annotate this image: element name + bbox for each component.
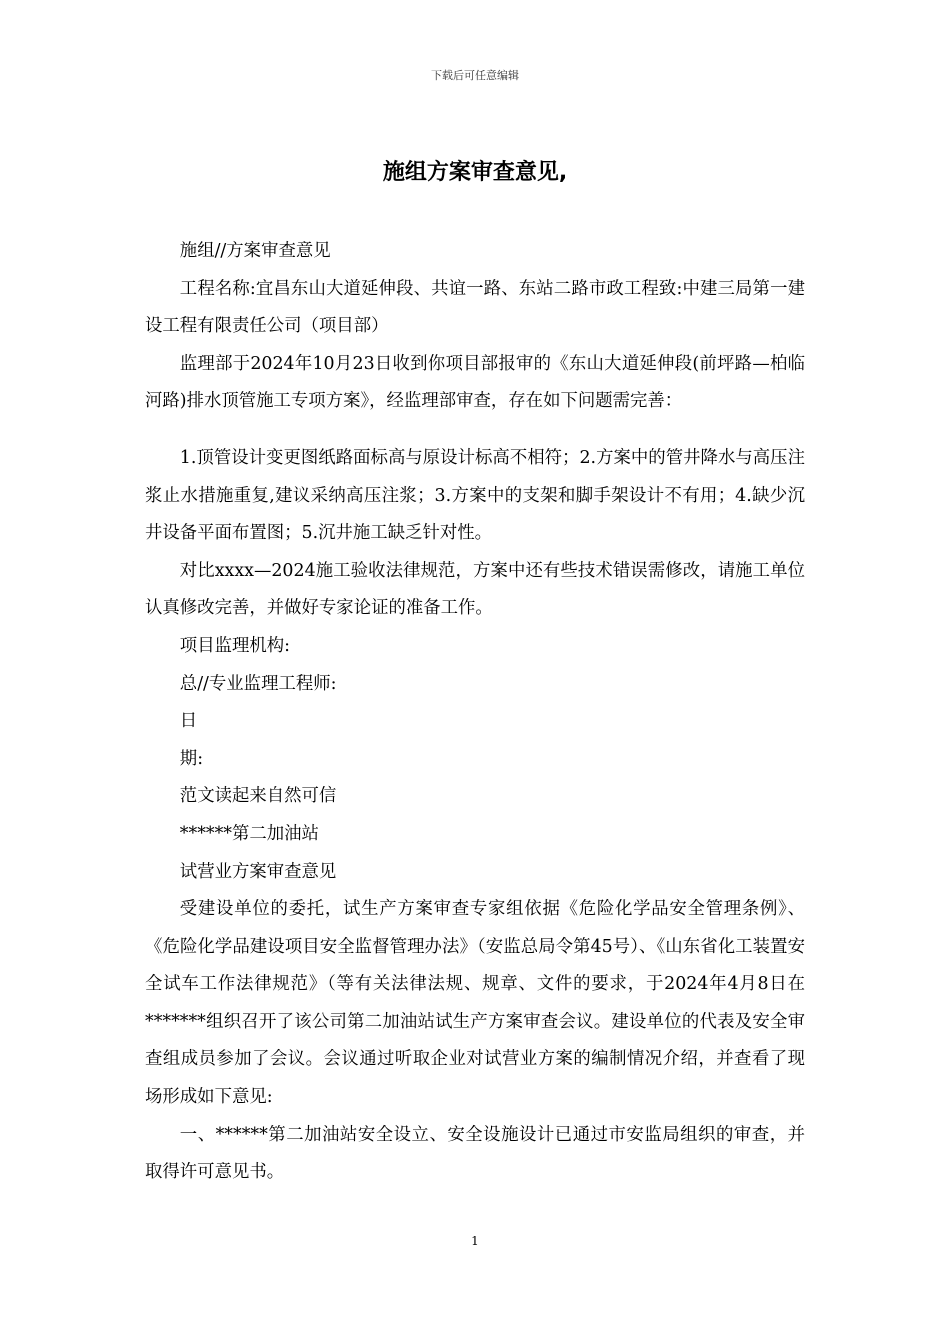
document-body <box>145 233 805 1192</box>
page-number: 1 <box>471 1234 479 1248</box>
paragraph: 监理部于2024年10月23日收到你项目部报审的《东山大道延伸段(前坪路—柏临河路)排水顶管施工专项方案》，经监理部审查，存在如下问题需完善： <box>145 353 805 412</box>
paragraph: 试营业方案审查意见 <box>179 861 337 882</box>
document-title: 施组方案审查意见, <box>382 160 568 185</box>
page-header: 下载后可任意编辑 <box>431 69 519 82</box>
paragraph: ******第二加油站 <box>179 823 319 844</box>
paragraph: 受建设单位的委托，试生产方案审查专家组依据《危险化学品安全管理条例》、《危险化学品建设项目安全监督管理办法》（安监总局令第45号）、《山东省化工装置安全试车工作法律规范》（等有关法律法规、规章、文件的要求，于2024年4月8日在*******组织召开了该公司第二加油站试生产方案审查会议。建设单位的代表及安全审查组成员参加了会议。会议通过听取企业对试营业方案的编制情况介绍，并查看了现场形成如下意见: <box>145 899 805 1108</box>
paragraph-gap <box>145 421 805 440</box>
paragraph: 对比xxxx—2024施工验收法律规范，方案中还有些技术错误需修改，请施工单位认真修改完善，并做好专家论证的准备工作。 <box>145 560 805 619</box>
paragraph: 一、******第二加油站安全设立、安全设施设计已通过市安监局组织的审查，并取得许可意见书。 <box>145 1124 805 1183</box>
paragraph: 工程名称:宜昌东山大道延伸段、共谊一路、东站二路市政工程致:中建三局第一建设工程有限责任公司（项目部） <box>145 278 805 337</box>
paragraph: 施组//方案审查意见 <box>179 241 331 261</box>
paragraph: 项目监理机构: <box>179 635 291 656</box>
paragraph: 日 <box>179 711 198 732</box>
paragraph: 范文读起来自然可信 <box>179 786 337 807</box>
paragraph: 总//专业监理工程师: <box>179 673 337 694</box>
paragraph: 期: <box>179 748 204 769</box>
paragraph: 1.顶管设计变更图纸路面标高与原设计标高不相符；2.方案中的管井降水与高压注浆止水措施重复,建议采纳高压注浆；3.方案中的支架和脚手架设计不有用；4.缺少沉井设备平面布置图；5.沉井施工缺乏针对性。 <box>145 447 805 544</box>
